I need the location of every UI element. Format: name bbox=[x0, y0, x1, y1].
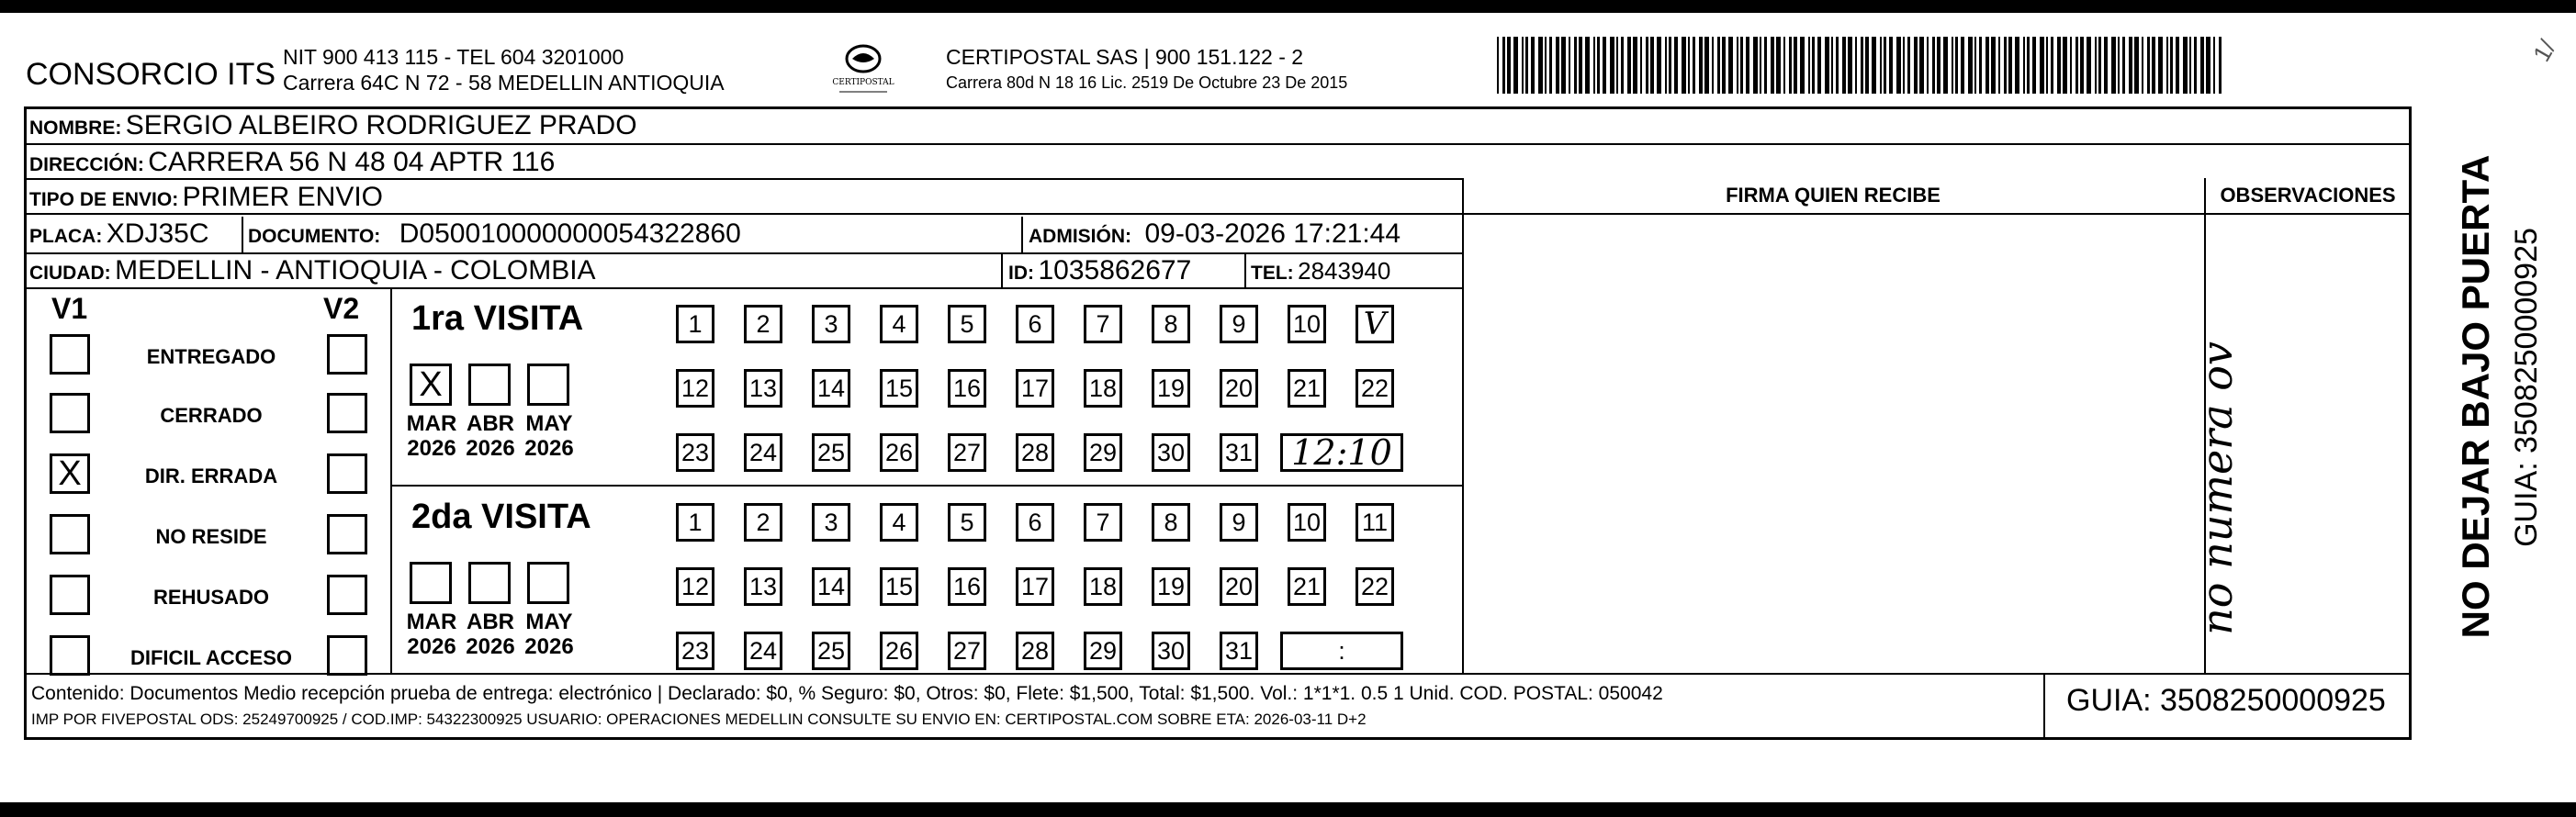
barcode-bar bbox=[1682, 37, 1686, 94]
barcode-bar bbox=[1693, 37, 1695, 94]
side-guia-text: GUIA: 3508250000925 bbox=[2509, 228, 2544, 547]
barcode-bar bbox=[1865, 37, 1869, 94]
col-divider bbox=[1244, 252, 1246, 287]
barcode-bar bbox=[1585, 37, 1590, 94]
day-box[interactable]: 29 bbox=[1084, 433, 1122, 472]
bottom-border-bar bbox=[0, 802, 2576, 817]
month-name: ABR bbox=[467, 411, 514, 436]
day-box[interactable]: 28 bbox=[1016, 632, 1054, 670]
barcode-bar bbox=[1848, 37, 1852, 94]
day-box[interactable]: 2 bbox=[744, 503, 782, 542]
day-box[interactable]: 9 bbox=[1220, 305, 1258, 343]
barcode-bar bbox=[1884, 37, 1886, 94]
day-box[interactable]: 3 bbox=[812, 503, 850, 542]
day-box[interactable]: 28 bbox=[1016, 433, 1054, 472]
tel-value: 2843940 bbox=[1298, 257, 1391, 285]
day-box[interactable]: 15 bbox=[880, 567, 918, 606]
day-box[interactable]: 17 bbox=[1016, 567, 1054, 606]
barcode-bar bbox=[1704, 37, 1709, 94]
day-box[interactable]: 24 bbox=[744, 433, 782, 472]
time-box[interactable]: 12:10 bbox=[1280, 433, 1403, 472]
barcode-bar bbox=[1919, 37, 1924, 94]
status-label: NO RESIDE bbox=[155, 525, 267, 548]
barcode-bar bbox=[2200, 37, 2204, 94]
status-label: DIFICIL ACCESO bbox=[129, 646, 292, 669]
day-box[interactable]: 4 bbox=[880, 503, 918, 542]
barcode-bar bbox=[1794, 37, 1797, 94]
day-box[interactable]: 20 bbox=[1220, 369, 1258, 408]
row-divider bbox=[24, 143, 2412, 145]
barcode-bar bbox=[1621, 37, 1624, 94]
row-divider bbox=[24, 673, 2412, 675]
day-box[interactable]: 14 bbox=[812, 369, 850, 408]
barcode-bar bbox=[2075, 37, 2078, 94]
barcode-bar bbox=[2032, 37, 2036, 94]
no-dejar-text: NO DEJAR BAJO PUERTA bbox=[2454, 154, 2497, 639]
barcode-bar bbox=[2166, 37, 2168, 94]
day-box[interactable]: 5 bbox=[948, 503, 986, 542]
barcode-bar bbox=[2152, 37, 2155, 94]
barcode-bar bbox=[1836, 37, 1839, 94]
row-divider bbox=[24, 178, 1462, 180]
barcode-bar bbox=[1985, 37, 1989, 94]
month-checkbox[interactable] bbox=[468, 364, 511, 406]
documento-row bbox=[248, 218, 741, 250]
month-year: 2026 bbox=[466, 436, 515, 461]
top-border-bar bbox=[0, 0, 2576, 13]
day-box[interactable]: 11 bbox=[1355, 503, 1394, 542]
barcode-bar bbox=[2170, 37, 2173, 94]
day-box[interactable]: 10 bbox=[1288, 503, 1326, 542]
status-v1-checkbox[interactable]: X bbox=[50, 453, 90, 494]
day-box[interactable]: 23 bbox=[676, 433, 714, 472]
barcode-bar bbox=[2183, 37, 2188, 94]
tipo-row bbox=[29, 182, 383, 213]
barcode-bar bbox=[2213, 37, 2215, 94]
month-name: MAY bbox=[525, 610, 573, 634]
barcode-bar bbox=[1991, 37, 1996, 94]
nit-line: NIT 900 413 115 - TEL 604 3201000 bbox=[283, 45, 624, 69]
firma-header: FIRMA QUIEN RECIBE bbox=[1726, 184, 1940, 207]
barcode-bar bbox=[1896, 37, 1901, 94]
status-v1-checkbox[interactable] bbox=[50, 514, 90, 554]
barcode-bar bbox=[1513, 37, 1518, 94]
day-box[interactable]: 24 bbox=[744, 632, 782, 670]
barcode-bar bbox=[1808, 37, 1810, 94]
barcode-bar bbox=[2080, 37, 2084, 94]
status-v1-checkbox[interactable] bbox=[50, 393, 90, 433]
nombre-value: SERGIO ALBEIRO RODRIGUEZ PRADO bbox=[125, 110, 637, 140]
barcode-bar bbox=[1688, 37, 1690, 94]
barcode-bar bbox=[1556, 37, 1559, 94]
row-divider bbox=[24, 213, 2412, 215]
day-box[interactable]: 9 bbox=[1220, 503, 1258, 542]
barcode-bar bbox=[1998, 37, 2000, 94]
barcode-bar bbox=[1880, 37, 1882, 94]
barcode-bar bbox=[2118, 37, 2120, 94]
footer-guia: GUIA: 3508250000925 bbox=[2066, 683, 2386, 718]
company-info bbox=[283, 44, 725, 95]
observaciones-note bbox=[2195, 305, 2268, 672]
day-box[interactable]: 16 bbox=[948, 369, 986, 408]
day-box[interactable]: 13 bbox=[744, 369, 782, 408]
barcode-bar bbox=[1937, 37, 1940, 94]
barcode-bar bbox=[1722, 37, 1726, 94]
barcode-bar bbox=[2176, 37, 2179, 94]
day-box[interactable]: 19 bbox=[1152, 369, 1190, 408]
day-box[interactable]: 10 bbox=[1288, 305, 1326, 343]
day-box[interactable]: 22 bbox=[1355, 567, 1394, 606]
day-box[interactable]: 16 bbox=[948, 567, 986, 606]
day-box[interactable]: 1 bbox=[676, 503, 714, 542]
v1-label: V1 bbox=[51, 292, 88, 325]
barcode-bar bbox=[1783, 37, 1785, 94]
day-box[interactable]: 31 bbox=[1220, 433, 1258, 472]
barcode-bar bbox=[1502, 37, 1505, 94]
col-divider bbox=[1001, 252, 1003, 287]
day-box[interactable]: 30 bbox=[1152, 433, 1190, 472]
barcode-bar bbox=[1817, 37, 1821, 94]
barcode-bar bbox=[2194, 37, 2197, 94]
day-box[interactable]: 8 bbox=[1152, 305, 1190, 343]
barcode-bar bbox=[1699, 37, 1703, 94]
barcode-bar bbox=[2142, 37, 2143, 94]
barcode-bar bbox=[1665, 37, 1667, 94]
placa-row bbox=[29, 218, 209, 250]
admision-value: 09-03-2026 17:21:44 bbox=[1144, 218, 1401, 249]
barcode-bar bbox=[1497, 37, 1499, 94]
barcode-bar bbox=[1812, 37, 1815, 94]
barcode-bar bbox=[1831, 37, 1833, 94]
day-box[interactable]: 25 bbox=[812, 433, 850, 472]
barcode-bar bbox=[1633, 37, 1637, 94]
barcode-bar bbox=[1593, 37, 1595, 94]
barcode-bar bbox=[2147, 37, 2150, 94]
barcode-bar bbox=[2087, 37, 2091, 94]
barcode-bar bbox=[1531, 37, 1535, 94]
carrier-line: CERTIPOSTAL SAS | 900 151.122 - 2 bbox=[946, 45, 1304, 69]
day-box[interactable]: 25 bbox=[812, 632, 850, 670]
carrier-info bbox=[946, 44, 1347, 95]
footer-contenido: Contenido: Documentos Medio recepción prueba de entrega: electrónico | Declarado: $0, % Seguro: $0, Otros: $0, Flete: $1,500, Total: $1,500. Vol.: 1*1*1. 0.5 1 Unid. COD. POSTAL: 050042 bbox=[31, 683, 1663, 704]
observaciones-header: OBSERVACIONES bbox=[2220, 184, 2396, 207]
barcode-bar bbox=[2189, 37, 2191, 94]
status-v2-checkbox[interactable] bbox=[327, 514, 367, 554]
id-label: ID: bbox=[1008, 263, 1034, 284]
documento-value: D050010000000054322860 bbox=[399, 218, 741, 249]
ciudad-label: CIUDAD: bbox=[29, 263, 111, 284]
barcode-bar bbox=[2051, 37, 2053, 94]
month-label bbox=[461, 411, 520, 461]
month-year: 2026 bbox=[524, 436, 574, 461]
month-year: 2026 bbox=[524, 634, 574, 659]
barcode-bar bbox=[1674, 37, 1678, 94]
barcode-bar bbox=[1728, 37, 1733, 94]
side-text bbox=[2454, 154, 2544, 639]
col-divider bbox=[1462, 178, 1464, 673]
barcode-bar bbox=[1914, 37, 1918, 94]
day-box[interactable]: 6 bbox=[1016, 503, 1054, 542]
barcode-bar bbox=[1717, 37, 1720, 94]
day-box[interactable]: 29 bbox=[1084, 632, 1122, 670]
barcode-bar bbox=[2046, 37, 2048, 94]
month-checkbox[interactable] bbox=[527, 562, 569, 604]
day-box[interactable]: 26 bbox=[880, 433, 918, 472]
barcode-bar bbox=[2057, 37, 2061, 94]
day-box[interactable]: 1 bbox=[676, 305, 714, 343]
barcode-bar bbox=[1616, 37, 1618, 94]
barcode-bar bbox=[1525, 37, 1528, 94]
month-label bbox=[461, 610, 520, 659]
barcode-bar bbox=[1627, 37, 1631, 94]
barcode-bar bbox=[2098, 37, 2101, 94]
barcode bbox=[1497, 37, 2227, 94]
month-name: MAR bbox=[406, 610, 457, 634]
nombre-label: NOMBRE: bbox=[29, 118, 122, 139]
day-box[interactable]: 2 bbox=[744, 305, 782, 343]
month-checkbox[interactable]: X bbox=[410, 364, 452, 406]
barcode-bar bbox=[1657, 37, 1661, 94]
month-year: 2026 bbox=[407, 436, 456, 461]
barcode-bar bbox=[1538, 37, 1543, 94]
barcode-bar bbox=[1597, 37, 1600, 94]
status-v1-checkbox[interactable] bbox=[50, 334, 90, 375]
certipostal-logo bbox=[827, 39, 900, 103]
barcode-bar bbox=[1789, 37, 1792, 94]
barcode-bar bbox=[2040, 37, 2044, 94]
barcode-bar bbox=[1979, 37, 1982, 94]
barcode-bar bbox=[1927, 37, 1929, 94]
v2-label: V2 bbox=[323, 292, 360, 325]
barcode-bar bbox=[2008, 37, 2012, 94]
barcode-bar bbox=[1753, 37, 1758, 94]
row-divider bbox=[24, 252, 1462, 254]
ciudad-value: MEDELLIN - ANTIOQUIA - COLOMBIA bbox=[115, 255, 596, 285]
day-box[interactable]: 20 bbox=[1220, 567, 1258, 606]
barcode-bar bbox=[1872, 37, 1876, 94]
id-row bbox=[1008, 255, 1191, 286]
tipo-label: TIPO DE ENVIO: bbox=[29, 189, 179, 210]
day-box[interactable]: 23 bbox=[676, 632, 714, 670]
barcode-bar bbox=[2206, 37, 2210, 94]
direccion-row bbox=[29, 147, 555, 178]
barcode-bar bbox=[1712, 37, 1714, 94]
barcode-bar bbox=[1549, 37, 1552, 94]
ciudad-row bbox=[29, 255, 596, 286]
month-name: ABR bbox=[467, 610, 514, 634]
time-box[interactable]: : bbox=[1280, 632, 1403, 670]
barcode-bar bbox=[1646, 37, 1648, 94]
day-box[interactable]: 19 bbox=[1152, 567, 1190, 606]
barcode-bar bbox=[1907, 37, 1910, 94]
tipo-value: PRIMER ENVIO bbox=[182, 182, 384, 212]
documento-label: DOCUMENTO: bbox=[248, 226, 381, 247]
visit-title: 2da VISITA bbox=[411, 498, 591, 536]
placa-value: XDJ35C bbox=[106, 218, 209, 249]
day-box[interactable]: 27 bbox=[948, 433, 986, 472]
day-box[interactable]: 3 bbox=[812, 305, 850, 343]
tel-label: TEL: bbox=[1251, 263, 1294, 284]
barcode-bar bbox=[1740, 37, 1743, 94]
barcode-bar bbox=[1610, 37, 1614, 94]
status-label: REHUSADO bbox=[153, 586, 269, 609]
svg-text:CERTIPOSTAL: CERTIPOSTAL bbox=[832, 78, 894, 87]
status-label: CERRADO bbox=[160, 404, 263, 427]
barcode-bar bbox=[1574, 37, 1577, 94]
barcode-bar bbox=[1561, 37, 1566, 94]
barcode-bar bbox=[1764, 37, 1767, 94]
barcode-bar bbox=[2023, 37, 2025, 94]
admision-row bbox=[1029, 218, 1400, 250]
barcode-bar bbox=[1737, 37, 1738, 94]
direccion-label: DIRECCIÓN: bbox=[29, 154, 144, 175]
barcode-bar bbox=[2095, 37, 2097, 94]
barcode-bar bbox=[1640, 37, 1642, 94]
barcode-bar bbox=[2219, 37, 2222, 94]
barcode-bar bbox=[1522, 37, 1524, 94]
month-label bbox=[402, 411, 461, 461]
month-checkbox[interactable] bbox=[410, 562, 452, 604]
barcode-bar bbox=[1825, 37, 1829, 94]
barcode-bar bbox=[1955, 37, 1958, 94]
barcode-bar bbox=[1507, 37, 1511, 94]
month-label bbox=[520, 610, 579, 659]
month-name: MAY bbox=[525, 411, 573, 436]
day-box[interactable]: 21 bbox=[1288, 369, 1326, 408]
day-box[interactable]: 14 bbox=[812, 567, 850, 606]
col-divider bbox=[1021, 217, 1023, 253]
barcode-bar bbox=[1932, 37, 1935, 94]
barcode-bar bbox=[2015, 37, 2019, 94]
barcode-bar bbox=[1603, 37, 1606, 94]
status-v1-checkbox[interactable] bbox=[50, 575, 90, 615]
day-box[interactable]: 6 bbox=[1016, 305, 1054, 343]
day-box[interactable]: 18 bbox=[1084, 369, 1122, 408]
col-divider bbox=[2043, 673, 2045, 740]
tel-row bbox=[1251, 257, 1390, 285]
day-box[interactable]: 27 bbox=[948, 632, 986, 670]
day-box[interactable]: 5 bbox=[948, 305, 986, 343]
nombre-row bbox=[29, 110, 637, 141]
barcode-bar bbox=[1545, 37, 1547, 94]
placa-label: PLACA: bbox=[29, 226, 103, 247]
barcode-bar bbox=[1974, 37, 1976, 94]
barcode-bar bbox=[2104, 37, 2108, 94]
admision-label: ADMISIÓN: bbox=[1029, 226, 1131, 247]
barcode-bar bbox=[2129, 37, 2132, 94]
barcode-bar bbox=[2063, 37, 2067, 94]
barcode-bar bbox=[1760, 37, 1761, 94]
barcode-bar bbox=[2134, 37, 2139, 94]
day-box[interactable]: 7 bbox=[1084, 503, 1122, 542]
month-checkbox[interactable] bbox=[468, 562, 511, 604]
barcode-bar bbox=[1855, 37, 1857, 94]
row-divider bbox=[24, 287, 1462, 289]
visit-title: 1ra VISITA bbox=[411, 299, 584, 338]
barcode-bar bbox=[2027, 37, 2030, 94]
status-v2-checkbox[interactable] bbox=[327, 575, 367, 615]
direccion-value: CARRERA 56 N 48 04 APTR 116 bbox=[148, 147, 556, 177]
status-v2-checkbox[interactable] bbox=[327, 393, 367, 433]
barcode-bar bbox=[2111, 37, 2116, 94]
barcode-bar bbox=[1861, 37, 1863, 94]
footer-impresion: IMP POR FIVEPOSTAL ODS: 25249700925 / COD.IMP: 54322300925 USUARIO: OPERACIONES MEDELLIN CONSULTE SU ENVIO EN: CERTIPOSTAL.COM SOBRE ETA: 2026-03-11 D+2 bbox=[31, 711, 1367, 728]
day-box[interactable]: 18 bbox=[1084, 567, 1122, 606]
barcode-bar bbox=[1952, 37, 1953, 94]
carrier-address: Carrera 80d N 18 16 Lic. 2519 De Octubre 23 De 2015 bbox=[946, 73, 1348, 92]
col-divider bbox=[390, 287, 392, 673]
day-box[interactable]: 12 bbox=[676, 567, 714, 606]
status-v1-checkbox[interactable] bbox=[50, 635, 90, 676]
day-box[interactable]: 4 bbox=[880, 305, 918, 343]
barcode-bar bbox=[1800, 37, 1805, 94]
barcode-bar bbox=[1650, 37, 1654, 94]
month-year: 2026 bbox=[407, 634, 456, 659]
day-box[interactable]: 8 bbox=[1152, 503, 1190, 542]
day-box[interactable]: 30 bbox=[1152, 632, 1190, 670]
month-year: 2026 bbox=[466, 634, 515, 659]
barcode-bar bbox=[1746, 37, 1749, 94]
day-box[interactable]: 31 bbox=[1220, 632, 1258, 670]
barcode-bar bbox=[2004, 37, 2007, 94]
month-label bbox=[520, 411, 579, 461]
barcode-bar bbox=[1842, 37, 1846, 94]
barcode-bar bbox=[1569, 37, 1570, 94]
status-label: ENTREGADO bbox=[146, 345, 276, 368]
day-box[interactable]: 17 bbox=[1016, 369, 1054, 408]
company-name: CONSORCIO ITS bbox=[26, 57, 276, 92]
day-box[interactable]: 12 bbox=[676, 369, 714, 408]
status-v2-checkbox[interactable] bbox=[327, 453, 367, 494]
barcode-bar bbox=[2158, 37, 2163, 94]
barcode-bar bbox=[1943, 37, 1948, 94]
day-box[interactable]: 21 bbox=[1288, 567, 1326, 606]
barcode-bar bbox=[1669, 37, 1671, 94]
barcode-bar bbox=[1903, 37, 1905, 94]
day-box[interactable]: 15 bbox=[880, 369, 918, 408]
month-name: MAR bbox=[406, 411, 457, 436]
day-box[interactable]: 26 bbox=[880, 632, 918, 670]
day-box[interactable]: 7 bbox=[1084, 305, 1122, 343]
month-checkbox[interactable] bbox=[527, 364, 569, 406]
barcode-bar bbox=[2122, 37, 2125, 94]
status-v2-checkbox[interactable] bbox=[327, 635, 367, 676]
col-divider bbox=[242, 217, 243, 253]
barcode-bar bbox=[2070, 37, 2072, 94]
month-label bbox=[402, 610, 461, 659]
day-box[interactable]: 22 bbox=[1355, 369, 1394, 408]
barcode-bar bbox=[1968, 37, 1973, 94]
barcode-bar bbox=[1889, 37, 1893, 94]
day-box[interactable]: 13 bbox=[744, 567, 782, 606]
status-v2-checkbox[interactable] bbox=[327, 334, 367, 375]
barcode-bar bbox=[1771, 37, 1774, 94]
barcode-bar bbox=[1961, 37, 1964, 94]
svg-text:no numera ov: no numera ov bbox=[2195, 341, 2242, 635]
barcode-bar bbox=[1579, 37, 1582, 94]
address-line: Carrera 64C N 72 - 58 MEDELLIN ANTIOQUIA bbox=[283, 71, 725, 95]
day-box[interactable]: V bbox=[1355, 305, 1394, 343]
barcode-bar bbox=[1776, 37, 1781, 94]
id-value: 1035862677 bbox=[1038, 255, 1192, 285]
corner-mark: 1/ bbox=[2526, 35, 2561, 67]
status-label: DIR. ERRADA bbox=[144, 464, 278, 487]
visit-divider bbox=[390, 485, 1462, 487]
